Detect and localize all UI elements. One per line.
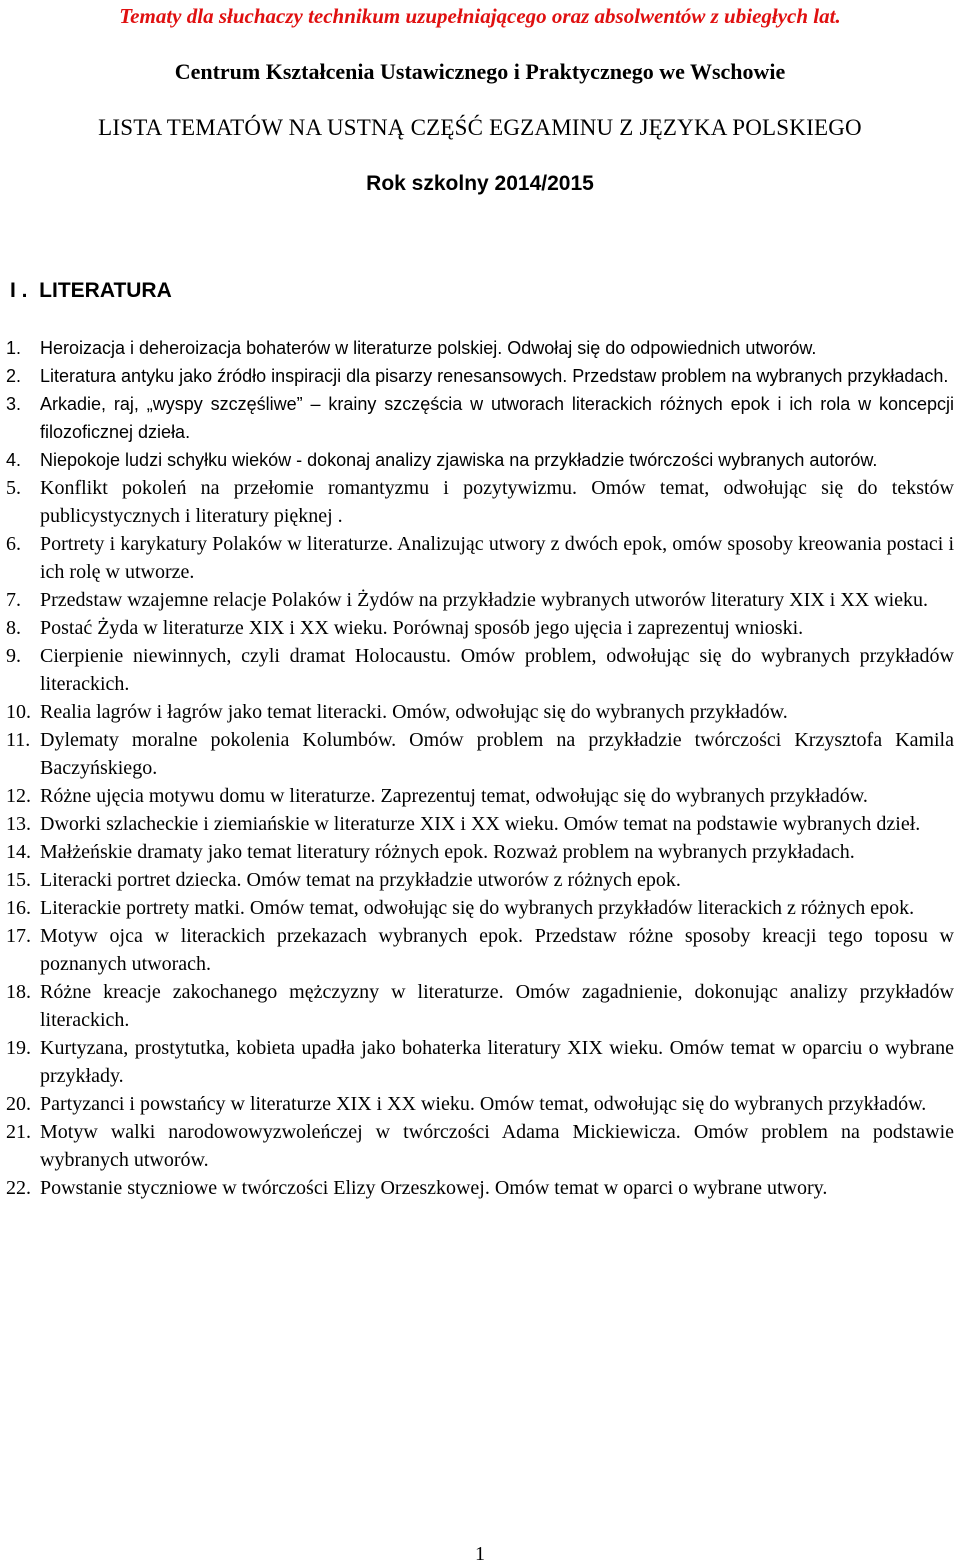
topic-text: Różne ujęcia motywu domu w literaturze. Zaprezentuj temat, odwołując się do wybranych przykładów.: [40, 785, 868, 807]
topic-item: [6, 838, 954, 866]
topic-text: Cierpienie niewinnych, czyli dramat Holocaustu. Omów problem, odwołując się do wybranych przykładów literackich.: [40, 645, 954, 695]
school-year: Rok szkolny 2014/2015: [366, 172, 594, 195]
topic-number: 19.: [6, 1037, 31, 1059]
topic-text: Realia lagrów i łagrów jako temat literacki. Omów, odwołując się do wybranych przykładów.: [40, 701, 788, 723]
topic-number: 9.: [6, 645, 21, 667]
topic-item: [6, 1034, 954, 1090]
topic-number: 10.: [6, 701, 31, 723]
topic-item: [6, 978, 954, 1034]
topic-item: [6, 782, 954, 810]
page-number: 1: [475, 1543, 485, 1565]
topic-item: [6, 642, 954, 698]
topic-item: [6, 390, 954, 446]
topic-item: [6, 1118, 954, 1174]
topic-item: [6, 474, 954, 530]
topic-text: Małżeńskie dramaty jako temat literatury różnych epok. Rozważ problem na wybranych przykładach.: [40, 841, 855, 863]
topic-text: Dylematy moralne pokolenia Kolumbów. Omów problem na przykładzie twórczości Krzysztofa Kamila Baczyńskiego.: [40, 729, 954, 779]
topic-text: Literatura antyku jako źródło inspiracji dla pisarzy renesansowych. Przedstaw problem na wybranych przykładach.: [40, 366, 949, 386]
topic-number: 6.: [6, 533, 21, 555]
topic-item: [6, 1174, 954, 1202]
topic-number: 5.: [6, 477, 21, 499]
topic-number: 7.: [6, 589, 21, 611]
topic-item: [6, 894, 954, 922]
document-title: LISTA TEMATÓW NA USTNĄ CZĘŚĆ EGZAMINU Z JĘZYKA POLSKIEGO: [98, 115, 862, 140]
topic-number: 12.: [6, 785, 31, 807]
topic-number: 20.: [6, 1093, 31, 1115]
topic-text: Powstanie styczniowe w twórczości Elizy Orzeszkowej. Omów temat w oparci o wybrane utwory.: [40, 1177, 828, 1199]
topic-item: [6, 446, 954, 474]
topic-number: 13.: [6, 813, 31, 835]
topic-number: 17.: [6, 925, 31, 947]
topic-item: [6, 1090, 954, 1118]
topic-item: [6, 614, 954, 642]
section-heading: I . LITERATURA: [10, 279, 172, 302]
topic-text: Portrety i karykatury Polaków w literaturze. Analizując utwory z dwóch epok, omów sposoby kreowania postaci i ich rolę w utworze.: [40, 533, 954, 583]
topic-text: Literacki portret dziecka. Omów temat na przykładzie utworów z różnych epok.: [40, 869, 681, 891]
topic-item: [6, 334, 954, 362]
topic-item: [6, 726, 954, 782]
topic-number: 21.: [6, 1121, 31, 1143]
topic-text: Kurtyzana, prostytutka, kobieta upadła jako bohaterka literatury XIX wieku. Omów temat w oparciu o wybrane przykłady.: [40, 1037, 954, 1087]
topic-text: Motyw walki narodowowyzwoleńczej w twórczości Adama Mickiewicza. Omów problem na podstawie wybranych utworów.: [40, 1121, 954, 1171]
topic-number: 1.: [6, 338, 22, 358]
topic-number: 18.: [6, 981, 31, 1003]
topic-text: Niepokoje ludzi schyłku wieków - dokonaj analizy zjawiska na przykładzie twórczości wybranych autorów.: [40, 450, 878, 470]
topic-text: Literackie portrety matki. Omów temat, odwołując się do wybranych przykładów literackich z różnych epok.: [40, 897, 915, 919]
header-note: Tematy dla słuchaczy technikum uzupełniającego oraz absolwentów z ubiegłych lat.: [119, 4, 841, 28]
topic-number: 11.: [6, 729, 31, 751]
topic-number: 16.: [6, 897, 31, 919]
topic-item: [6, 362, 954, 390]
topic-text: Przedstaw wzajemne relacje Polaków i Żydów na przykładzie wybranych utworów literatury XIX i XX wieku.: [40, 589, 929, 611]
topic-item: [6, 922, 954, 978]
institution-name: Centrum Kształcenia Ustawicznego i Praktycznego we Wschowie: [174, 59, 786, 84]
topic-number: 15.: [6, 869, 31, 891]
topic-number: 3.: [6, 394, 22, 414]
topic-text: Arkadie, raj, „wyspy szczęśliwe” – krainy szczęścia w utworach literackich różnych epok i ich rola w koncepcji filozoficznej dzieła.: [40, 394, 954, 442]
topic-item: [6, 810, 954, 838]
topic-number: 8.: [6, 617, 21, 639]
topic-number: 4.: [6, 450, 22, 470]
topic-text: Konflikt pokoleń na przełomie romantyzmu i pozytywizmu. Omów temat, odwołując się do tekstów publicystycznych i literatury pięknej .: [40, 477, 954, 527]
topic-item: [6, 586, 954, 614]
topic-number: 22.: [6, 1177, 31, 1199]
topic-number: 2.: [6, 366, 22, 386]
topic-text: Dworki szlacheckie i ziemiańskie w literaturze XIX i XX wieku. Omów temat na podstawie wybranych dzieł.: [40, 813, 921, 835]
topic-text: Motyw ojca w literackich przekazach wybranych epok. Przedstaw różne sposoby kreacji tego toposu w poznanych utworach.: [40, 925, 954, 975]
topic-item: [6, 866, 954, 894]
topic-item: [6, 530, 954, 586]
topics-list: [6, 334, 954, 1202]
topic-text: Heroizacja i deheroizacja bohaterów w literaturze polskiej. Odwołaj się do odpowiednich utworów.: [40, 338, 817, 358]
topic-number: 14.: [6, 841, 31, 863]
topic-item: [6, 698, 954, 726]
topic-text: Postać Żyda w literaturze XIX i XX wieku. Porównaj sposób jego ujęcia i zaprezentuj wnioski.: [40, 617, 804, 639]
topic-text: Partyzanci i powstańcy w literaturze XIX i XX wieku. Omów temat, odwołując się do wybranych przykładów.: [40, 1093, 927, 1115]
topic-text: Różne kreacje zakochanego mężczyzny w literaturze. Omów zagadnienie, dokonując analizy przykładów literackich.: [40, 981, 954, 1031]
